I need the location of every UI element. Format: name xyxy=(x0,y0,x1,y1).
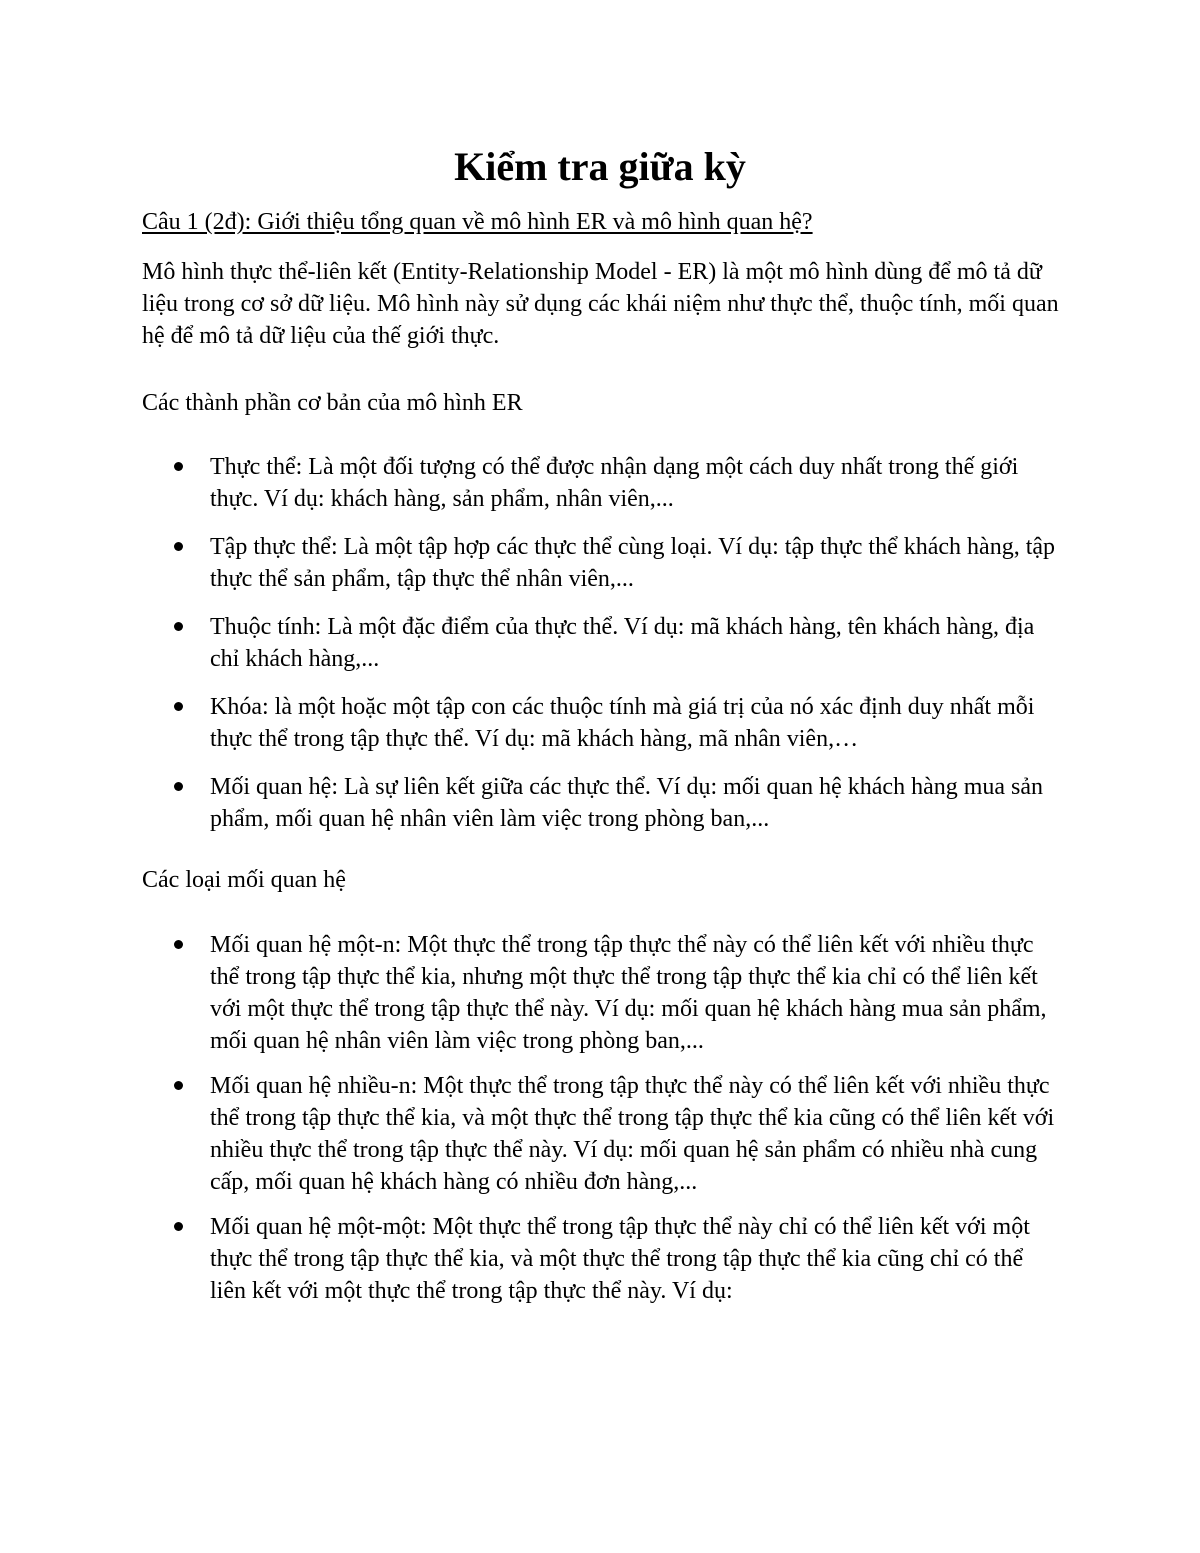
list-item-text: Mối quan hệ nhiều-n: Một thực thể trong tập thực thể này có thể liên kết với nhiều thực thể trong tập thực thể kia, và một thực thể trong tập thực thể kia cũng có thể liên kết với nhiều thực thể trong tập thực thể này. Ví dụ: mối quan hệ sản phẩm có nhiều nhà cung cấp, mối quan hệ khách hàng có nhiều đơn hàng,... xyxy=(210,1073,1055,1195)
list-item xyxy=(0,1211,1200,1307)
bullet-icon xyxy=(174,1081,183,1090)
list-item-text: Mối quan hệ một-n: Một thực thể trong tập thực thể này có thể liên kết với nhiều thực thể trong tập thực thể kia, nhưng một thực thể trong tập thực thể kia chỉ có thể liên kết với một thực thể trong tập thực thể này. Ví dụ: mối quan hệ khách hàng mua sản phẩm, mối quan hệ nhân viên làm việc trong phòng ban,... xyxy=(210,932,1047,1054)
list-item xyxy=(0,531,1200,595)
relationship-types-list xyxy=(0,929,1200,1307)
list-item-text: Tập thực thể: Là một tập hợp các thực thể cùng loại. Ví dụ: tập thực thể khách hàng, tập thực thể sản phẩm, tập thực thể nhân viên,... xyxy=(210,534,1056,592)
intro-paragraph: Mô hình thực thể-liên kết (Entity-Relationship Model - ER) là một mô hình dùng để mô tả dữ liệu trong cơ sở dữ liệu. Mô hình này sử dụng các khái niệm như thực thể, thuộc tính, mối quan hệ để mô tả dữ liệu của thế giới thực. xyxy=(142,259,1059,349)
bullet-icon xyxy=(174,622,183,631)
list-item xyxy=(0,1070,1200,1198)
list-item xyxy=(0,929,1200,1057)
bullet-icon xyxy=(174,940,183,949)
list-item xyxy=(0,611,1200,675)
list-item xyxy=(0,451,1200,515)
document-title: Kiểm tra giữa kỳ xyxy=(454,144,746,189)
bullet-icon xyxy=(174,462,183,471)
list-item xyxy=(0,771,1200,835)
er-components-list xyxy=(0,451,1200,835)
section-heading-er-components: Các thành phần cơ bản của mô hình ER xyxy=(142,390,523,416)
list-item xyxy=(0,691,1200,755)
bullet-icon xyxy=(174,782,183,791)
question-heading: Câu 1 (2đ): Giới thiệu tổng quan về mô hình ER và mô hình quan hệ? xyxy=(142,209,813,235)
list-item-text: Mối quan hệ một-một: Một thực thể trong tập thực thể này chỉ có thể liên kết với một thực thể trong tập thực thể kia, và một thực thể trong tập thực thể kia cũng chỉ có thể liên kết với một thực thể trong tập thực thể này. Ví dụ: xyxy=(210,1214,1030,1304)
bullet-icon xyxy=(174,542,183,551)
list-item-text: Thuộc tính: Là một đặc điểm của thực thể. Ví dụ: mã khách hàng, tên khách hàng, địa chỉ khách hàng,... xyxy=(210,614,1035,672)
bullet-icon xyxy=(174,702,183,711)
bullet-icon xyxy=(174,1222,183,1231)
list-item-text: Mối quan hệ: Là sự liên kết giữa các thực thể. Ví dụ: mối quan hệ khách hàng mua sản phẩm, mối quan hệ nhân viên làm việc trong phòng ban,... xyxy=(210,774,1044,832)
list-item-text: Thực thể: Là một đối tượng có thể được nhận dạng một cách duy nhất trong thế giới thực. Ví dụ: khách hàng, sản phẩm, nhân viên,... xyxy=(210,454,1019,512)
section-heading-relationship-types: Các loại mối quan hệ xyxy=(142,867,346,893)
list-item-text: Khóa: là một hoặc một tập con các thuộc tính mà giá trị của nó xác định duy nhất mỗi thực thể trong tập thực thể. Ví dụ: mã khách hàng, mã nhân viên,… xyxy=(210,694,1035,752)
